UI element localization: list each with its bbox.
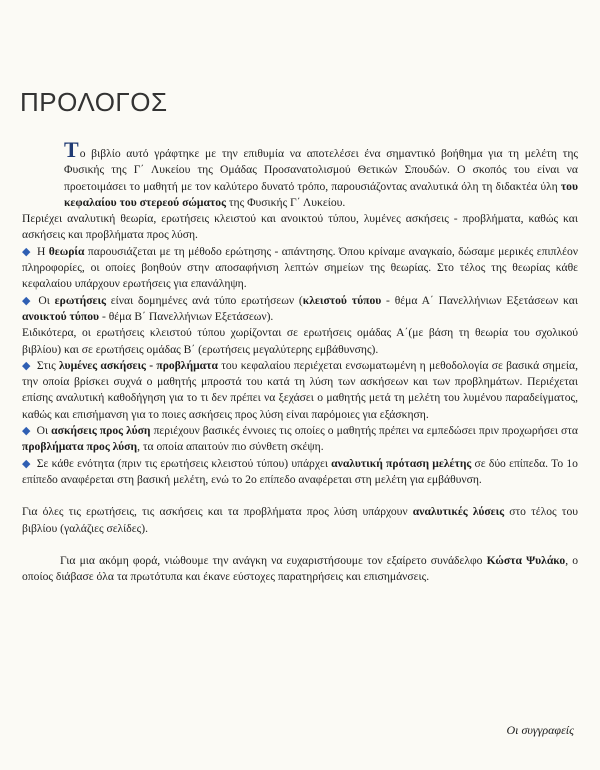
authors-signature: Οι συγγραφείς bbox=[506, 723, 574, 737]
questions-bullet: ◆ Οι ερωτήσεις είναι δομημένες ανά τύπο ερωτήσεων (κλειστού τύπου - θέμα Α΄ Πανελλήνιων Εξετάσεων και ανοικτού τύπου - θέμα Β΄ Πανελλήνιων Εξετάσεων). bbox=[22, 293, 578, 323]
preface-body bbox=[22, 137, 578, 585]
questions-detail-paragraph: Ειδικότερα, οι ερωτήσεις κλειστού τύπου χωρίζονται σε ερωτήσεις ομάδας Α΄(με βάση τη θεωρία του σχολικού βιβλίου) και σε ερωτήσεις ομάδας Β΄ (ερωτήσεις μεγαλύτερης εμβάθυνσης). bbox=[22, 326, 578, 356]
diamond-bullet-icon: ◆ bbox=[22, 425, 31, 438]
solutions-paragraph: Για όλες τις ερωτήσεις, τις ασκήσεις και τα προβλήματα προς λύση υπάρχουν αναλυτικές λύσεις στο τέλος του βιβλίου (γαλάζιες σελίδες). bbox=[22, 505, 578, 535]
solved-exercises-bullet: ◆ Στις λυμένες ασκήσεις - προβλήματα του κεφαλαίου περιέχεται ενσωματωμένη η μεθοδολογία σε βασικά σημεία, την οποία βρίσκει συχνά ο μαθητής μπροστά του κατά τη λύση των ασκήσεων και των προβλημάτων. Περιέχεται επίσης αναλυτική καθοδήγηση για το τι δεν πρέπει να ξεχάσει ο μαθητής μετά τη μελέτη του λυμένου παραδείγματος, καθώς και επισήμανση για το ποιες ασκήσεις προς λύση είναι παρόμοιες για εξάσκηση. bbox=[22, 358, 578, 421]
theory-bullet: ◆ Η θεωρία παρουσιάζεται με τη μέθοδο ερώτησης - απάντησης. Όπου κρίναμε αναγκαίο, δώσαμε μερικές επιπλέον πληροφορίες, οι οποίες βοηθούν στην αποσαφήνιση λεπτών σημείων της θεωρίας. Στο τέλος της θεωρίας κάθε κεφαλαίου υπάρχουν ερωτήσεις για επανάληψη. bbox=[22, 244, 578, 291]
diamond-bullet-icon: ◆ bbox=[22, 294, 33, 307]
intro-paragraph: Το βιβλίο αυτό γράφτηκε με την επιθυμία να αποτελέσει ένα σημαντικό βοήθημα για τη μελέτη της Φυσικής της Γ΄ Λυκείου της Ομάδας Προσανατολισμού Θετικών Σπουδών. Ο σκοπός του είναι να προετοιμάσει το μαθητή με τον καλύτερο δυνατό τρόπο, παρουσιάζοντας αναλυτικά όλη τη διδακτέα ύλη του κεφαλαίου του στερεού σώματος της Φυσικής Γ΄ Λυκείου. bbox=[64, 137, 578, 209]
contents-paragraph: Περιέχει αναλυτική θεωρία, ερωτήσεις κλειστού και ανοικτού τύπου, λυμένες ασκήσεις - προβλήματα, καθώς και ασκήσεις και προβλήματα προς λύση. bbox=[22, 212, 578, 242]
exercises-bullet: ◆ Οι ασκήσεις προς λύση περιέχουν βασικές έννοιες τις οποίες ο μαθητής πρέπει να εμπεδώσει πριν προχωρήσει στα προβλήματα προς λύση, τα οποία απαιτούν πιο σύνθετη σκέψη. bbox=[22, 424, 578, 454]
thanks-paragraph: Για μια ακόμη φορά, νιώθουμε την ανάγκη να ευχαριστήσουμε τον εξαίρετο συνάδελφο Κώστα Ψυλάκο, ο οποίος διάβασε όλα τα πρωτότυπα και έκανε εύστοχες παρατηρήσεις και επισημάνσεις. bbox=[22, 553, 578, 584]
diamond-bullet-icon: ◆ bbox=[22, 457, 31, 470]
drop-cap: Τ bbox=[64, 137, 79, 162]
diamond-bullet-icon: ◆ bbox=[22, 245, 31, 258]
study-proposal-bullet: ◆ Σε κάθε ενότητα (πριν τις ερωτήσεις κλειστού τύπου) υπάρχει αναλυτική πρόταση μελέτης σε δύο επίπεδα. Το 1ο επίπεδο αναφέρεται στη βασική μελέτη, ενώ το 2ο επίπεδο αναφέρεται στη μελέτη για εμβάθυνση. bbox=[22, 456, 578, 486]
page-title: ΠΡΟΛΟΓΟΣ bbox=[20, 87, 168, 118]
diamond-bullet-icon: ◆ bbox=[22, 359, 31, 372]
